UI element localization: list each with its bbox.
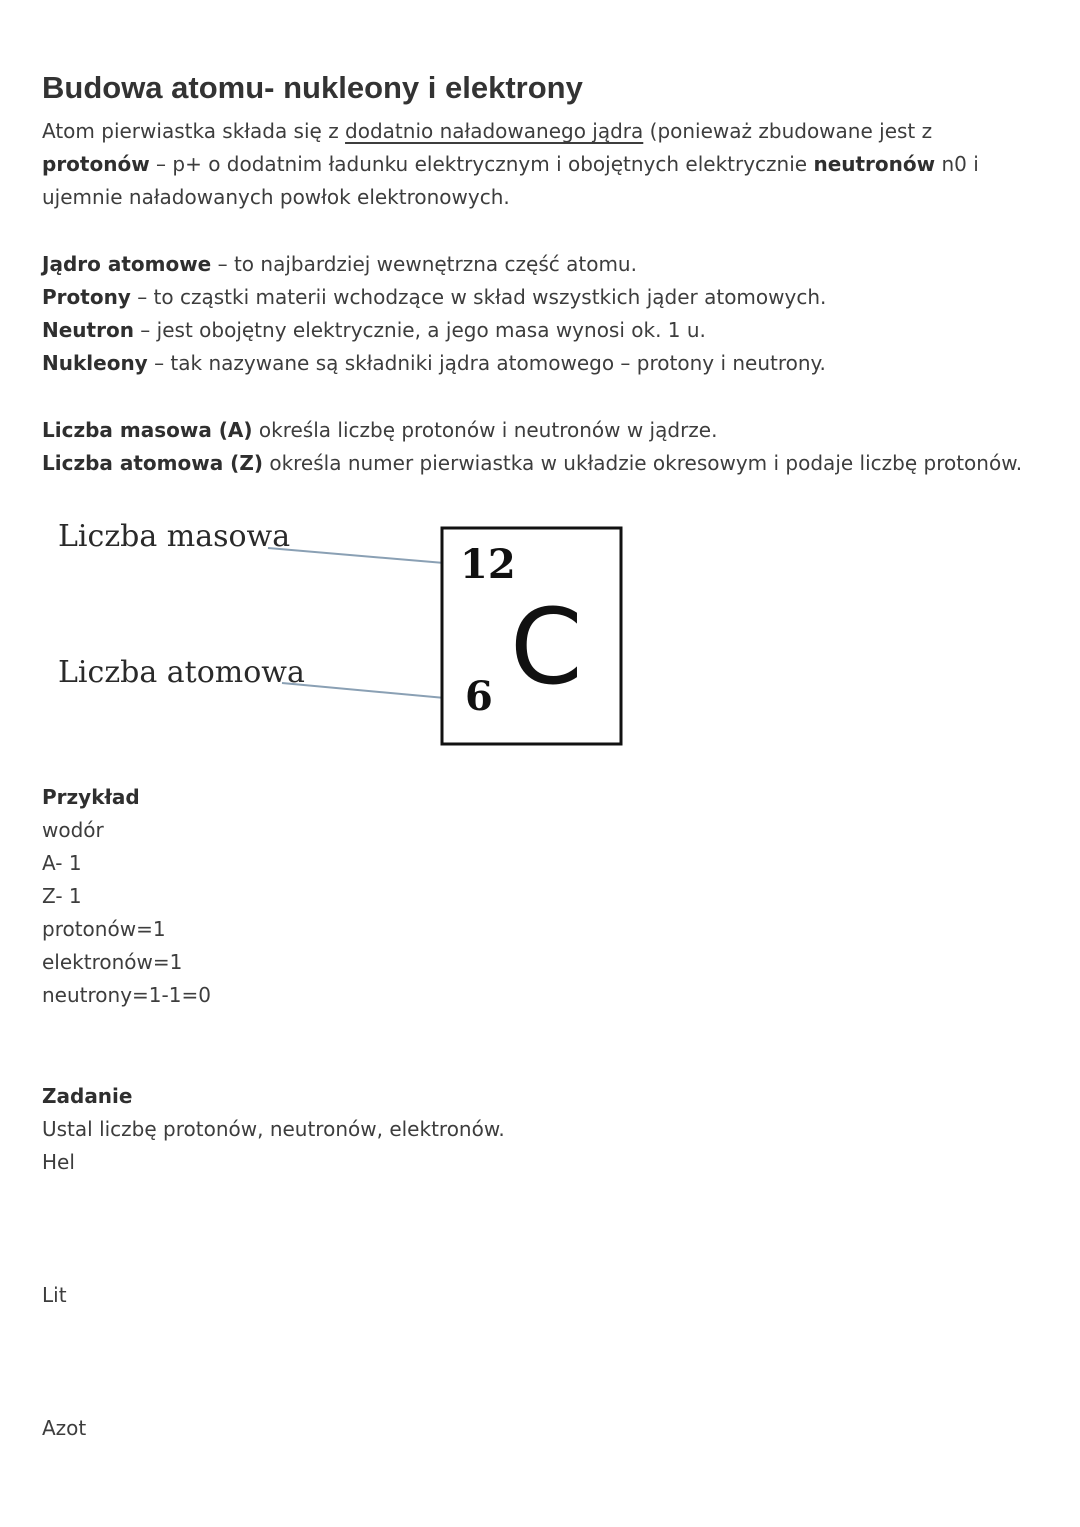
definition-line bbox=[42, 281, 826, 314]
example-line: protonów=1 bbox=[42, 917, 166, 941]
task-item-lit: Lit bbox=[42, 1283, 67, 1307]
number-term: Liczba masowa (A) bbox=[42, 418, 253, 442]
term-neutrons: neutronów bbox=[813, 152, 936, 176]
number-definition-line bbox=[42, 447, 1022, 480]
task-item-hel: Hel bbox=[42, 1150, 75, 1174]
example-line: Z- 1 bbox=[42, 884, 82, 908]
atomic-number: 6 bbox=[465, 673, 493, 720]
task-instruction: Ustal liczbę protonów, neutronów, elektronów. bbox=[42, 1117, 505, 1141]
example-heading-text: Przykład bbox=[42, 785, 140, 809]
definition-text: – to najbardziej wewnętrzna część atomu. bbox=[211, 252, 637, 276]
definition-line bbox=[42, 314, 706, 347]
term-protons: protonów bbox=[42, 152, 150, 176]
definition-text: – jest obojętny elektrycznie, a jego masa wynosi ok. 1 u. bbox=[133, 318, 706, 342]
mass-number: 12 bbox=[460, 541, 516, 588]
task-heading bbox=[42, 1080, 132, 1113]
intro-line-2 bbox=[42, 148, 979, 181]
intro-line-3 bbox=[42, 181, 510, 214]
mass-number-label: Liczba masowa bbox=[58, 519, 291, 554]
intro-text: (ponieważ zbudowane jest z bbox=[643, 119, 933, 143]
definition-term: Protony bbox=[42, 285, 131, 309]
number-term: Liczba atomowa (Z) bbox=[42, 451, 263, 475]
page-title: Budowa atomu- nukleony i elektrony bbox=[42, 70, 583, 105]
example-line: elektronów=1 bbox=[42, 950, 183, 974]
example-heading bbox=[42, 781, 140, 814]
intro-line-1 bbox=[42, 115, 932, 148]
definition-text: – tak nazywane są składniki jądra atomowego – protony i neutrony. bbox=[147, 351, 826, 375]
number-definition-line bbox=[42, 414, 717, 447]
element-symbol: C bbox=[510, 586, 583, 708]
example-line: wodór bbox=[42, 818, 104, 842]
task-heading-text: Zadanie bbox=[42, 1084, 133, 1108]
definition-line bbox=[42, 347, 826, 380]
example-line: neutrony=1-1=0 bbox=[42, 983, 211, 1007]
intro-text: – p+ o dodatnim ładunku elektrycznym i obojętnych elektrycznie bbox=[149, 152, 814, 176]
number-text: określa numer pierwiastka w układzie okresowym i podaje liczbę protonów. bbox=[262, 451, 1023, 475]
number-text: określa liczbę protonów i neutronów w jądrze. bbox=[252, 418, 718, 442]
underlined-phrase: dodatnio naładowanego jądra bbox=[345, 119, 644, 143]
definition-text: – to cząstki materii wchodzące w skład wszystkich jąder atomowych. bbox=[130, 285, 827, 309]
definition-term: Jądro atomowe bbox=[42, 252, 212, 276]
example-line: A- 1 bbox=[42, 851, 82, 875]
isotope-notation-diagram bbox=[42, 508, 682, 768]
intro-text: ujemnie naładowanych powłok elektronowych. bbox=[42, 185, 510, 209]
definition-term: Nukleony bbox=[42, 351, 148, 375]
task-item-azot: Azot bbox=[42, 1416, 87, 1440]
intro-text: n0 i bbox=[935, 152, 979, 176]
intro-text: Atom pierwiastka składa się z bbox=[42, 119, 346, 143]
atomic-number-arrow bbox=[282, 683, 456, 699]
atomic-number-label: Liczba atomowa bbox=[58, 655, 305, 690]
definition-term: Neutron bbox=[42, 318, 134, 342]
definition-line bbox=[42, 248, 637, 281]
mass-number-arrow bbox=[268, 548, 456, 564]
